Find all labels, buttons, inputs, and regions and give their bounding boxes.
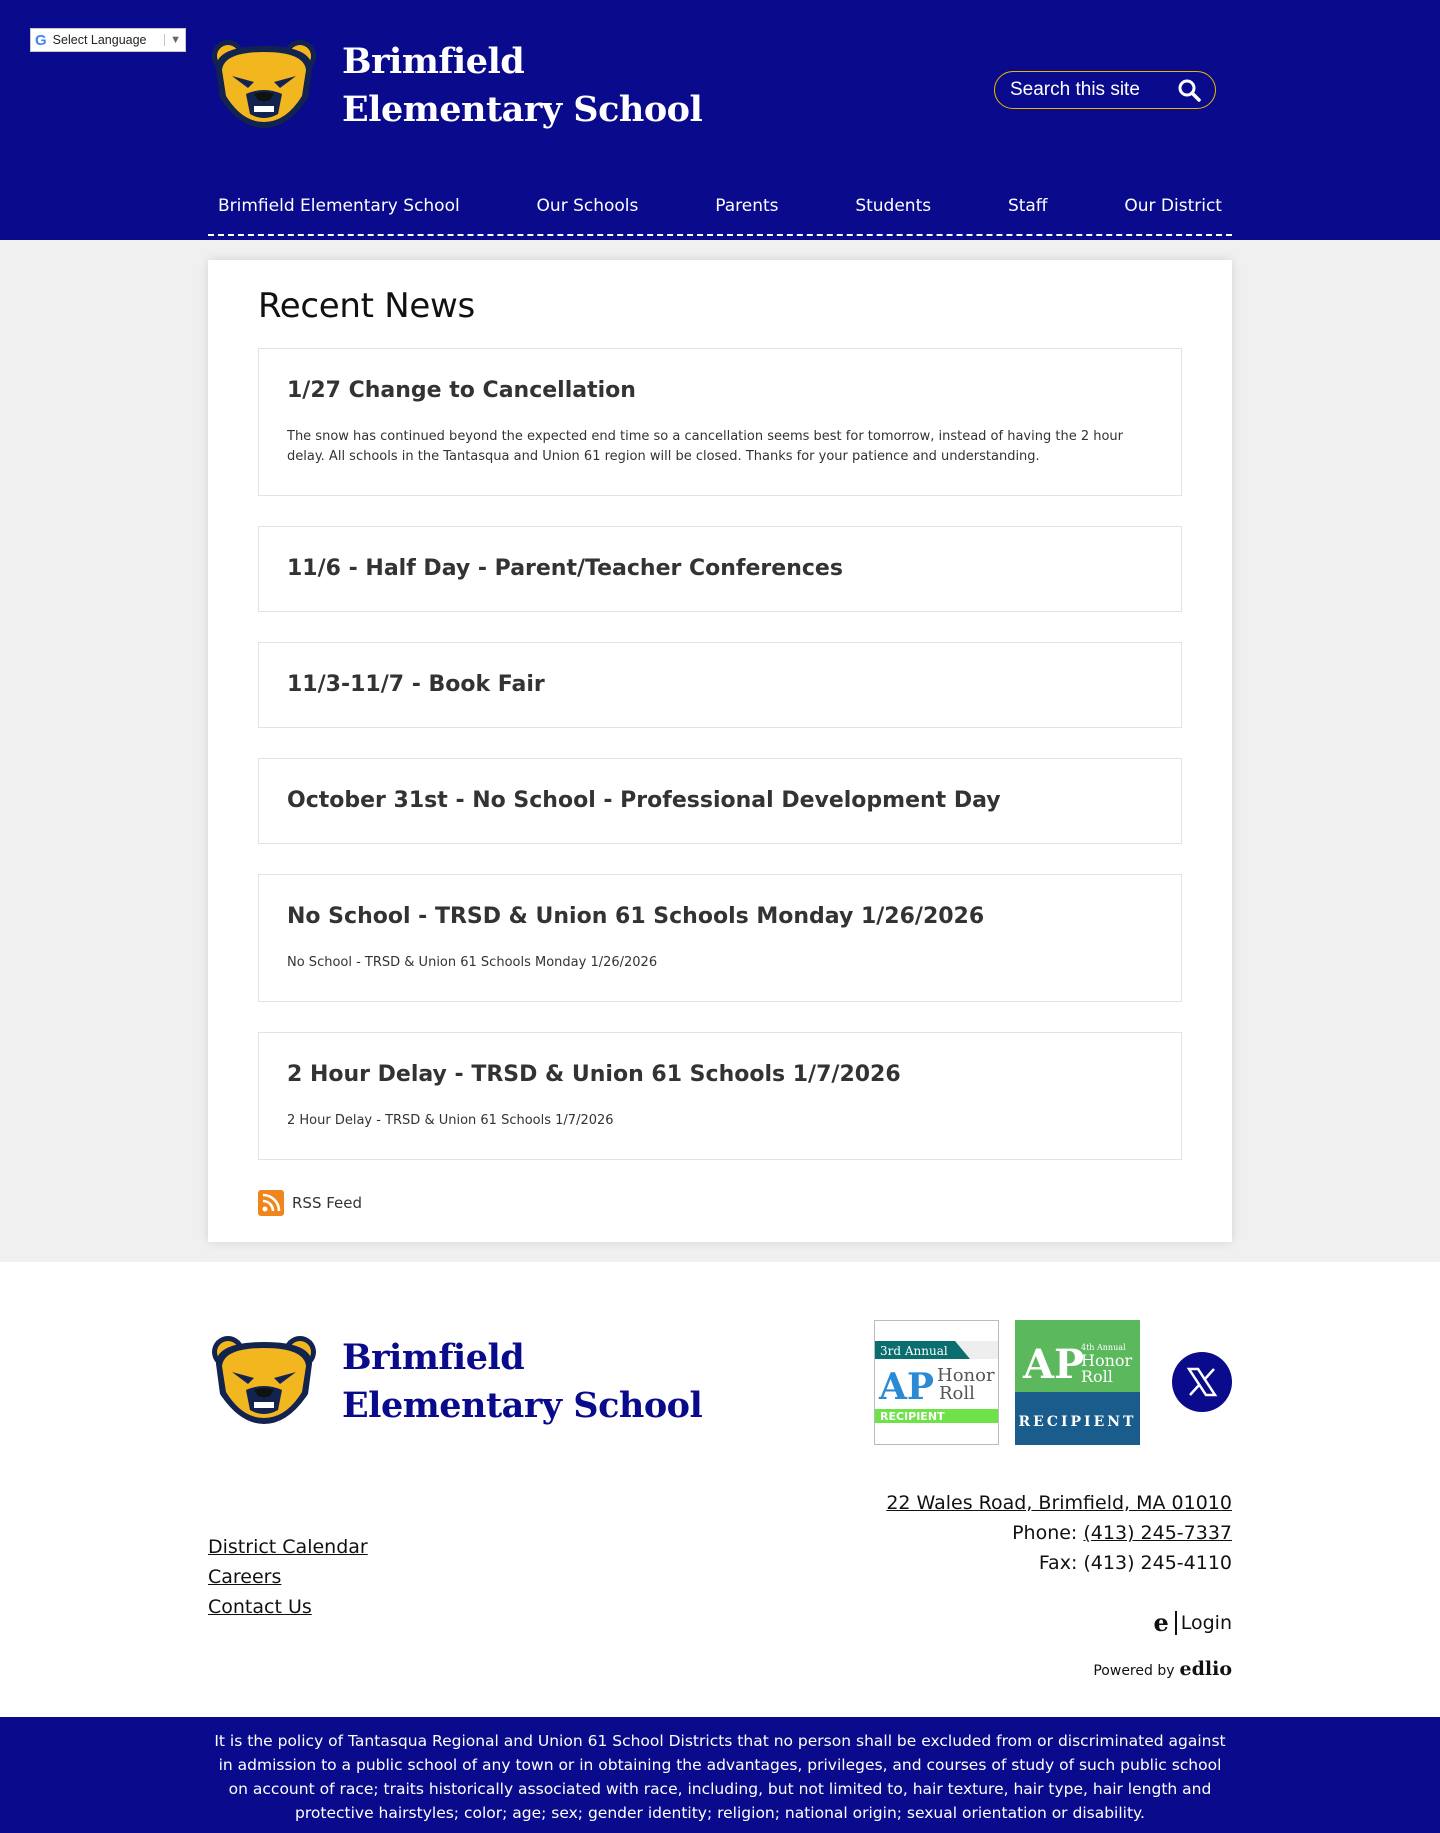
rss-feed-label[interactable]: RSS Feed [292,1194,363,1212]
x-logo-icon [1186,1366,1218,1398]
fax-line: Fax: (413) 245-4110 [1038,1552,1232,1574]
bear-logo-icon [208,36,320,132]
school-name-line2: Elementary School [342,89,703,130]
powered-by-edlio[interactable] [1093,1658,1232,1680]
bear-logo-icon [208,1332,320,1428]
news-item[interactable] [258,874,1182,1002]
footer-school-name-line2: Elementary School [342,1385,703,1426]
site-header [0,0,1440,240]
news-item-title[interactable]: 11/3-11/7 - Book Fair [287,672,545,697]
language-label: Select Language [52,33,147,47]
bear-logo[interactable] [208,36,320,132]
badge-top-text: 3rd Annual [880,1344,948,1358]
ap-honor-roll-badge-4th[interactable] [1015,1320,1140,1445]
nav-item-staff[interactable]: Staff [1007,196,1048,216]
main-nav [208,180,1232,236]
badge-bottom-text: RECIPIENT [880,1410,945,1423]
x-social-link[interactable] [1172,1352,1232,1412]
news-item-summary: The snow has continued beyond the expected end time so a cancellation seems best for tomorrow, instead of having the 2 hour delay. All schools in the Tantasqua and Union 61 region will be closed. Thanks for your patience and understanding. [287,429,1123,464]
recent-news-card [208,260,1232,1242]
nav-item-students[interactable]: Students [855,196,932,216]
nondiscrimination-policy: It is the policy of Tantasqua Regional and Union 61 School Districts that no person shall be excluded from or discriminated against in admission to a public school of any town or in obtaining the advantages, privileges, and courses of study of such public school on account of race; traits historically associated with race, including, but not limited to, hair texture, hair type, hair length and protective hairstyles; color; age; sex; gender identity; religion; national origin; sexual orientation or disability. [0,1717,1440,1833]
nav-item-parents[interactable]: Parents [715,196,779,216]
news-item[interactable] [258,348,1182,496]
news-item[interactable] [258,1032,1182,1160]
powered-by-label: Powered by [1093,1663,1175,1679]
school-name[interactable] [342,38,702,134]
badge-honor-text: Honor [937,1365,995,1386]
news-item-title[interactable]: 1/27 Change to Cancellation [287,378,636,403]
news-item-title[interactable]: 2 Hour Delay - TRSD & Union 61 Schools 1/7/2026 [287,1062,901,1087]
phone-label: Phone: [1012,1522,1078,1544]
badge-bottom-text: RECIPIENT [1018,1414,1137,1430]
footer-link-district-calendar[interactable]: District Calendar [208,1536,368,1558]
ap-honor-roll-badge-3rd[interactable] [874,1320,999,1445]
news-item[interactable] [258,526,1182,612]
school-name-line1: Brimfield [342,41,525,82]
footer-link-careers[interactable]: Careers [208,1566,282,1588]
badge-roll-text: Roll [939,1383,975,1404]
news-item-summary: No School - TRSD & Union 61 Schools Monday 1/26/2026 [287,955,658,970]
recent-news-title: Recent News [258,286,475,326]
footer-links [208,1532,368,1622]
badge-ap-text: AP [879,1366,935,1408]
ap-honor-roll-icon [875,1321,998,1444]
news-item-title[interactable]: 11/6 - Half Day - Parent/Teacher Conferences [287,556,843,581]
news-item[interactable] [258,758,1182,844]
footer-link-contact-us[interactable]: Contact Us [208,1596,312,1618]
nav-item-brimfield-elementary[interactable]: Brimfield Elementary School [218,196,460,216]
phone-link[interactable]: (413) 245-7337 [1083,1522,1232,1544]
badge-roll-text: Roll [1081,1367,1113,1386]
badge-top-text: 4th Annual [1081,1343,1126,1352]
footer-school-name-line1: Brimfield [342,1337,525,1378]
footer-school-name[interactable] [342,1334,702,1430]
google-g-icon: G [35,31,47,49]
ap-honor-roll-icon [1015,1320,1140,1445]
rss-icon [258,1190,284,1216]
site-footer [0,1262,1440,1717]
login-link[interactable] [1153,1608,1232,1637]
language-selector[interactable] [30,28,186,52]
dropdown-arrow-icon: ▼ [164,34,181,46]
edlio-logo: edlio [1179,1658,1232,1680]
badge-honor-text: Honor [1081,1351,1133,1370]
search-box [994,71,1216,109]
edlio-e-icon: e [1153,1608,1169,1637]
phone-line [886,1518,1232,1548]
news-item-title[interactable]: October 31st - No School - Professional Development Day [287,788,1001,813]
login-label[interactable]: Login [1180,1611,1232,1634]
nav-item-our-schools[interactable]: Our Schools [536,196,639,216]
search-icon[interactable] [1177,78,1201,102]
main-content [0,240,1440,1262]
address-link[interactable]: 22 Wales Road, Brimfield, MA 01010 [886,1492,1232,1514]
divider [1175,1611,1177,1635]
badge-ap-text: AP [1023,1341,1085,1388]
rss-feed-link[interactable] [258,1190,1182,1216]
news-item-summary: 2 Hour Delay - TRSD & Union 61 Schools 1/7/2026 [287,1113,614,1128]
contact-info [886,1488,1232,1578]
news-item[interactable] [258,642,1182,728]
footer-bear-logo[interactable] [208,1332,320,1428]
news-item-title[interactable]: No School - TRSD & Union 61 Schools Monday 1/26/2026 [287,904,985,929]
nav-item-our-district[interactable]: Our District [1124,196,1222,216]
search-input[interactable] [1010,79,1170,101]
